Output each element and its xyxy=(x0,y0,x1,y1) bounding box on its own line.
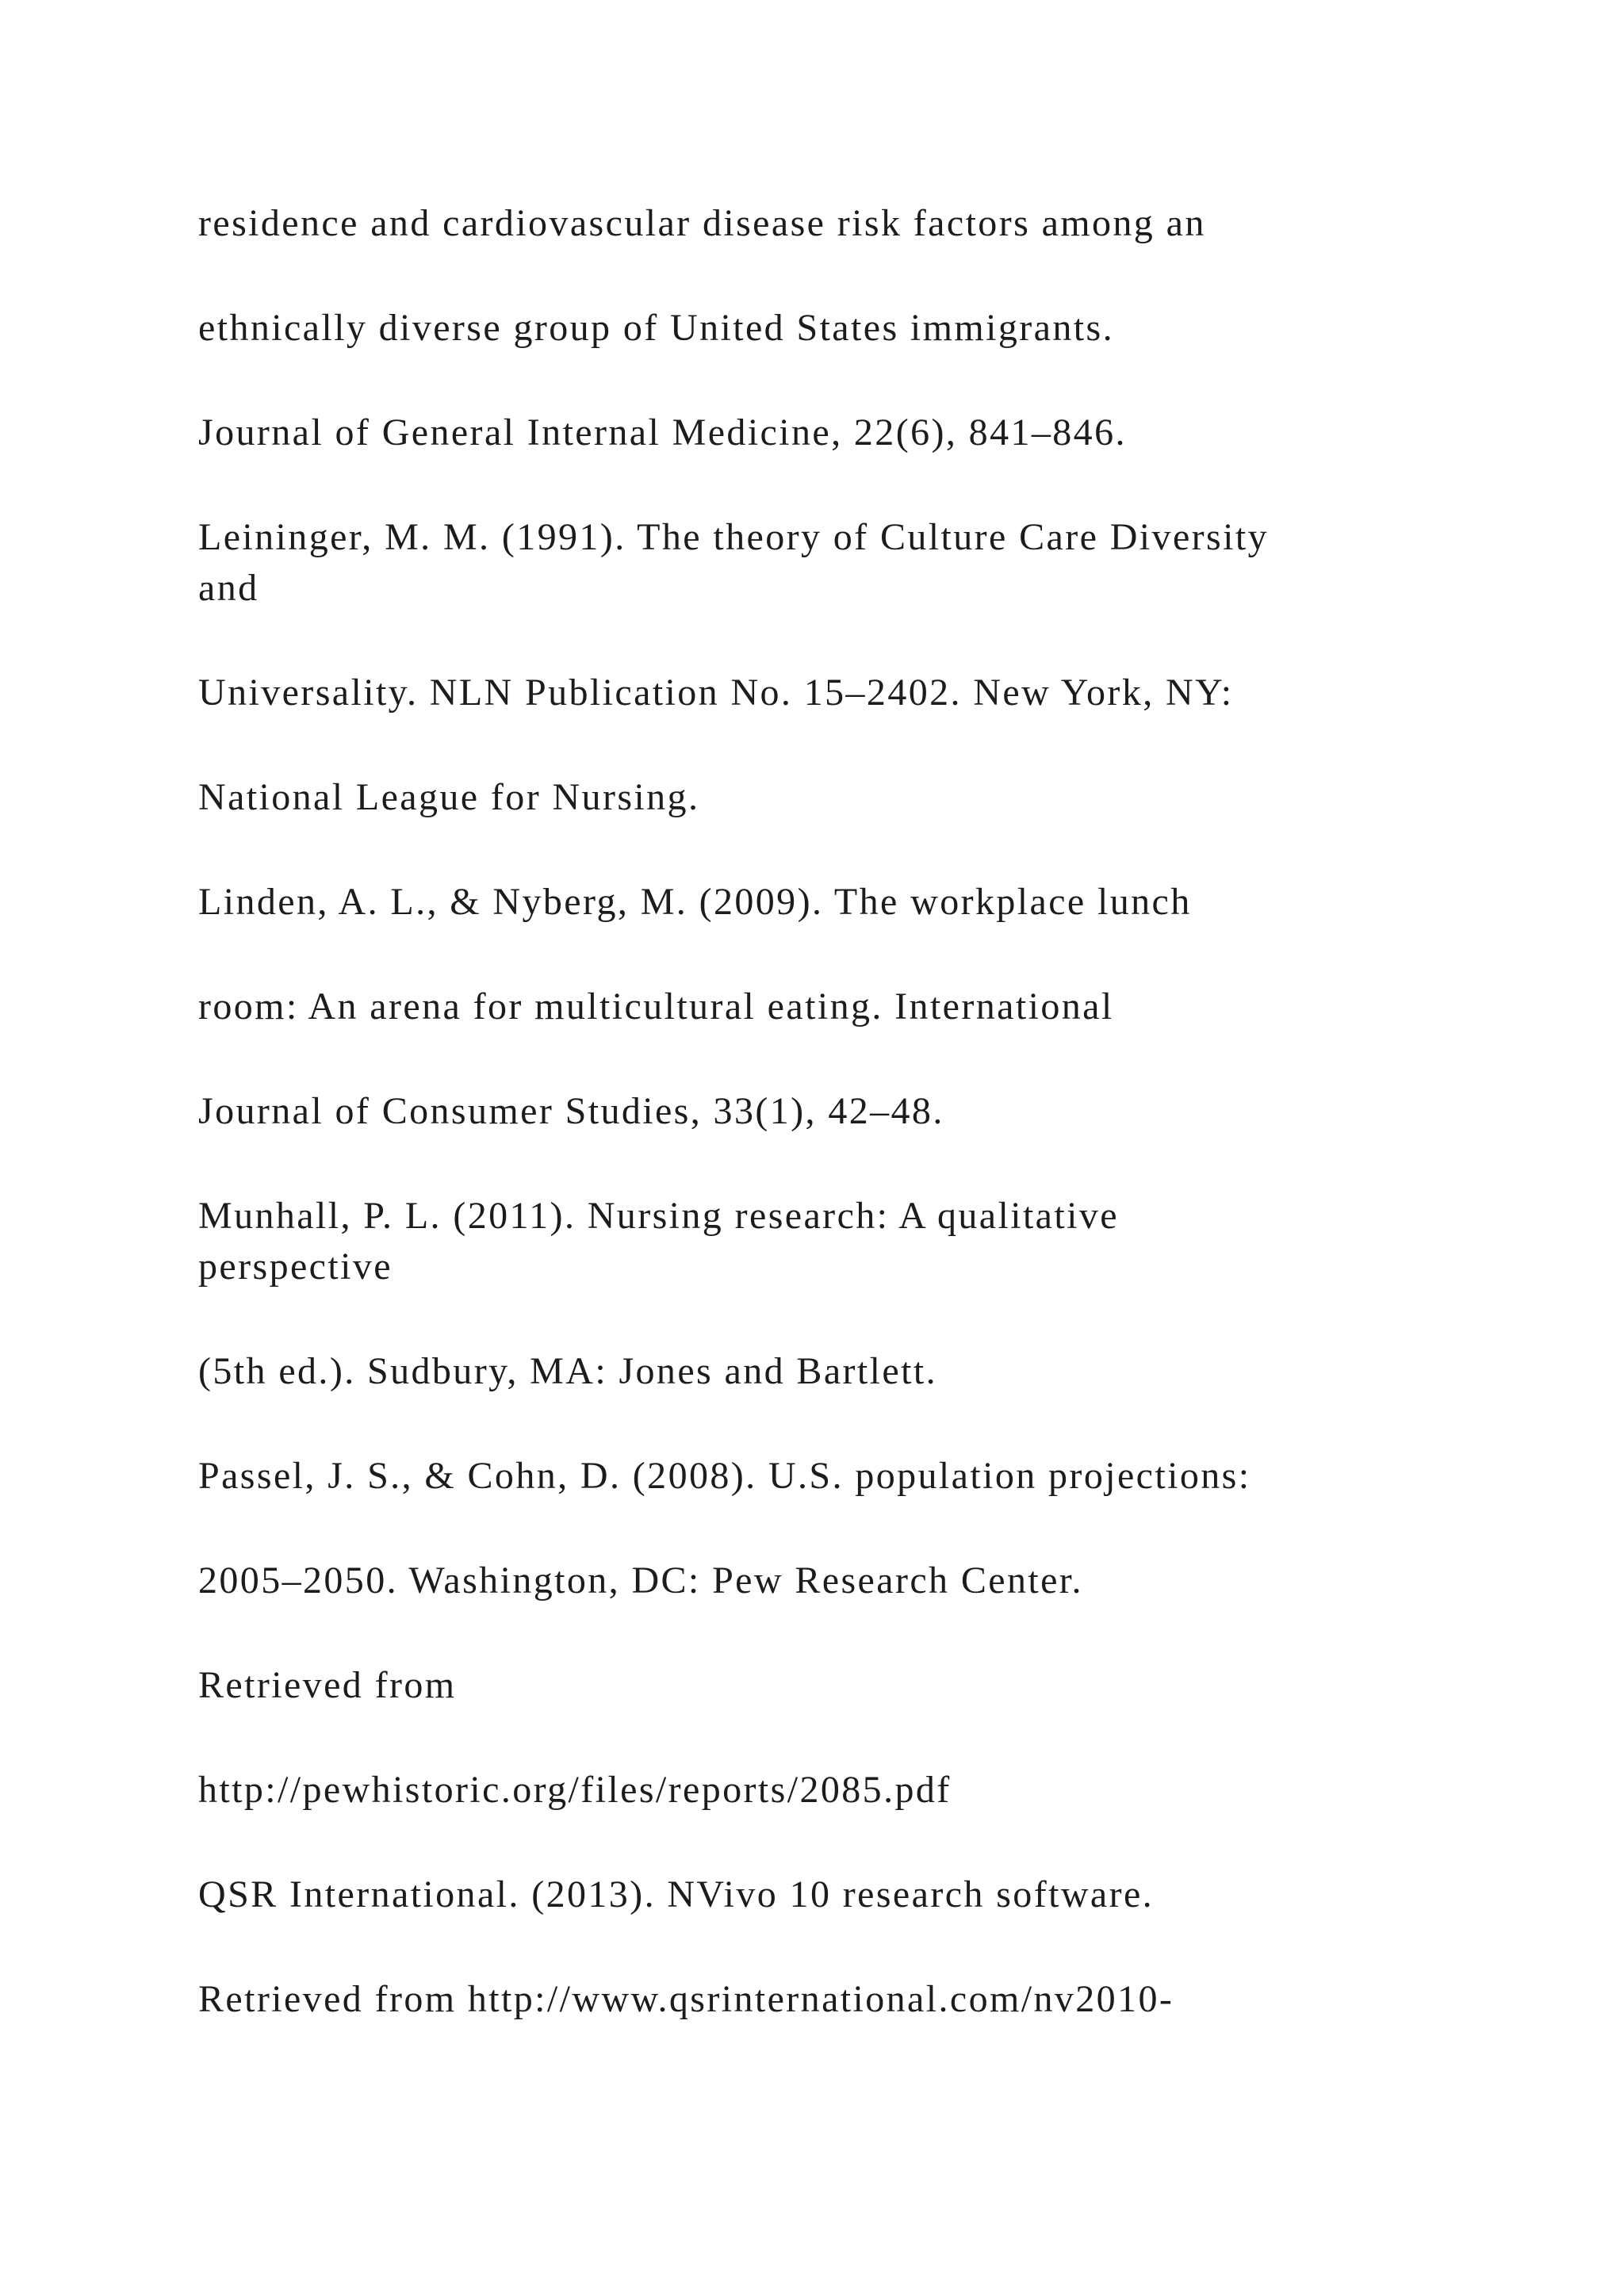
text-line: Journal of General Internal Medicine, 22(6), 841–846. xyxy=(198,411,1127,453)
text-line: Passel, J. S., & Cohn, D. (2008). U.S. population projections: xyxy=(198,1455,1251,1497)
text-line: Journal of Consumer Studies, 33(1), 42–48. xyxy=(198,1090,944,1132)
text-line: Retrieved from xyxy=(198,1664,457,1706)
text-line: ethnically diverse group of United States immigrants. xyxy=(198,307,1114,349)
text-line: Linden, A. L., & Nyberg, M. (2009). The workplace lunch xyxy=(198,881,1192,923)
text-line: 2005–2050. Washington, DC: Pew Research Center. xyxy=(198,1559,1083,1601)
text-line: Retrieved from http://www.qsrinternational.com/nv2010- xyxy=(198,1978,1174,2020)
text-line: room: An arena for multicultural eating. International xyxy=(198,985,1114,1027)
text-line: and xyxy=(198,567,259,609)
text-line: Universality. NLN Publication No. 15–2402. New York, NY: xyxy=(198,672,1234,714)
text-line: perspective xyxy=(198,1246,393,1288)
url-text: http://pewhistoric.org/files/reports/2085.pdf xyxy=(198,1769,952,1811)
text-line: National League for Nursing. xyxy=(198,776,700,818)
text-line: Munhall, P. L. (2011). Nursing research: A qualitative xyxy=(198,1195,1119,1237)
text-line: residence and cardiovascular disease risk factors among an xyxy=(198,202,1206,244)
text-line: (5th ed.). Sudbury, MA: Jones and Bartlett. xyxy=(198,1350,937,1392)
text-line: Leininger, M. M. (1991). The theory of Culture Care Diversity xyxy=(198,516,1269,558)
text-line: QSR International. (2013). NVivo 10 research software. xyxy=(198,1873,1155,1915)
